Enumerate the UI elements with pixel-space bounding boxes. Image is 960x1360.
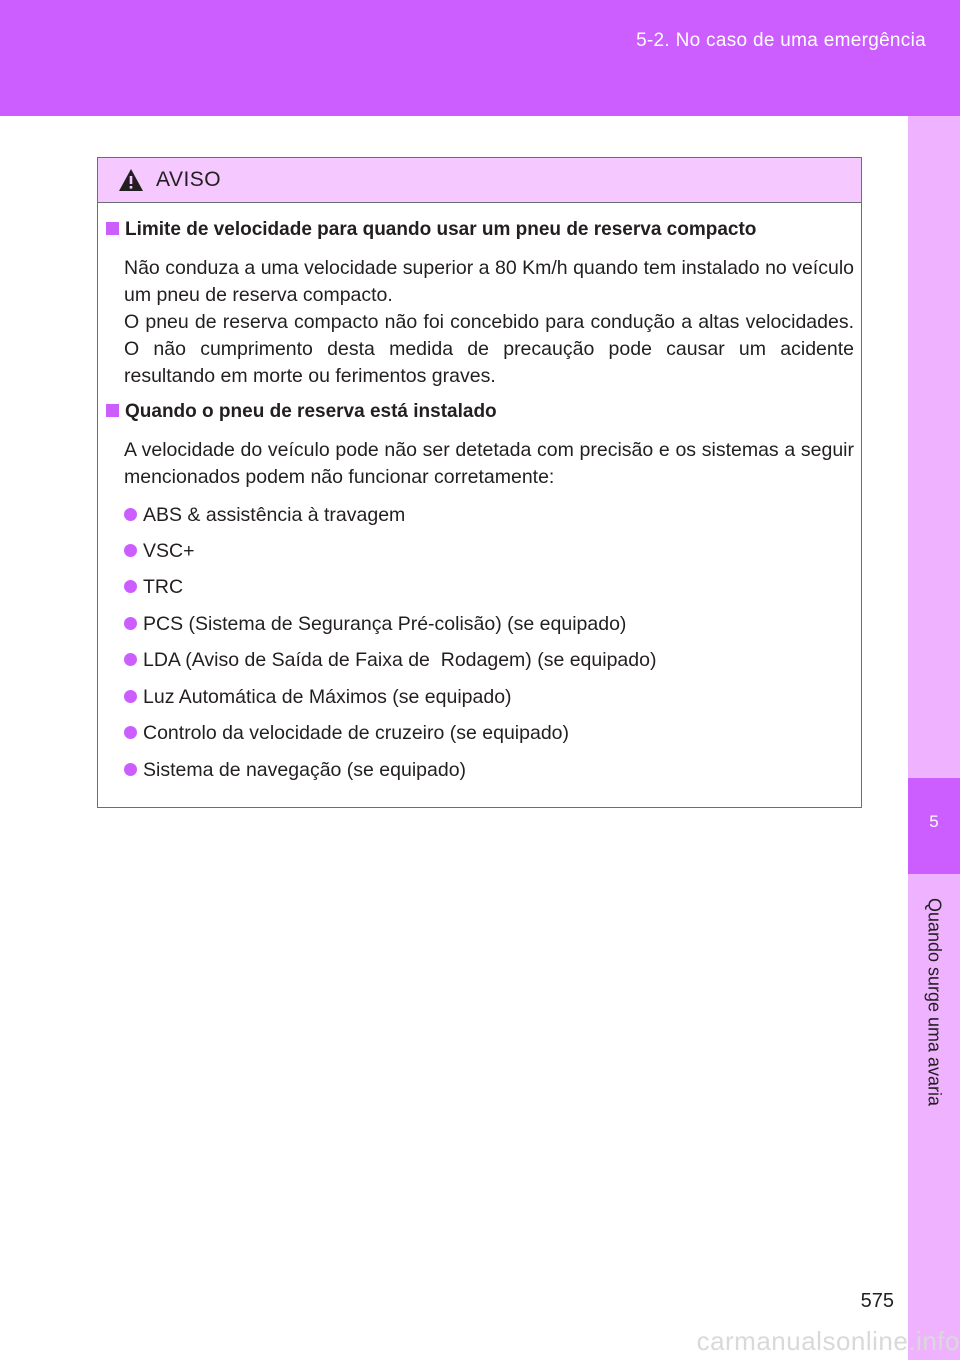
list-item: Controlo da velocidade de cruzeiro (se equipado)	[124, 722, 569, 745]
sub-heading-text: Limite de velocidade para quando usar um pneu de reserva compacto	[125, 219, 757, 240]
round-bullet-icon	[124, 690, 137, 703]
list-item: ABS & assistência à travagem	[124, 504, 405, 527]
list-item: Sistema de navegação (se equipado)	[124, 759, 466, 782]
warning-triangle-icon	[118, 168, 144, 192]
watermark: carmanualsonline.info	[696, 1326, 960, 1356]
list-item: PCS (Sistema de Segurança Pré-colisão) (se equipado)	[124, 613, 626, 636]
paragraph: Não conduza a uma velocidade superior a 80 Km/h quando tem instalado no veículo um pneu de reserva compacto.	[124, 257, 854, 306]
square-bullet-icon	[106, 222, 119, 235]
round-bullet-icon	[124, 726, 137, 739]
header-bar	[0, 0, 960, 116]
list-item: LDA (Aviso de Saída de Faixa de Rodagem) (se equipado)	[124, 649, 656, 672]
round-bullet-icon	[124, 617, 137, 630]
round-bullet-icon	[124, 580, 137, 593]
round-bullet-icon	[124, 653, 137, 666]
square-bullet-icon	[106, 404, 119, 417]
round-bullet-icon	[124, 544, 137, 557]
page-number: 575	[860, 1290, 894, 1312]
round-bullet-icon	[124, 508, 137, 521]
list-item: VSC+	[124, 540, 194, 563]
sub-heading	[106, 401, 497, 423]
chapter-title: Quando surge uma avaria	[924, 897, 945, 1107]
round-bullet-icon	[124, 763, 137, 776]
chapter-number: 5	[929, 812, 939, 831]
warning-title: AVISO	[156, 168, 222, 191]
paragraph: O pneu de reserva compacto não foi concebido para condução a altas velocidades. O não cumprimento desta medida de precaução pode causar um acidente resultando em morte ou ferimentos graves.	[124, 311, 854, 387]
list-item: TRC	[124, 576, 183, 599]
list-item: Luz Automática de Máximos (se equipado)	[124, 686, 512, 709]
section-title: 5-2. No caso de uma emergência	[636, 30, 926, 51]
side-tab	[908, 116, 960, 1360]
warning-header	[98, 158, 861, 203]
paragraph: A velocidade do veículo pode não ser detetada com precisão e os sistemas a seguir mencionados podem não funcionar corretamente:	[124, 439, 854, 488]
warning-box	[97, 157, 862, 808]
sub-heading	[106, 219, 756, 241]
sub-heading-text: Quando o pneu de reserva está instalado	[125, 401, 497, 422]
